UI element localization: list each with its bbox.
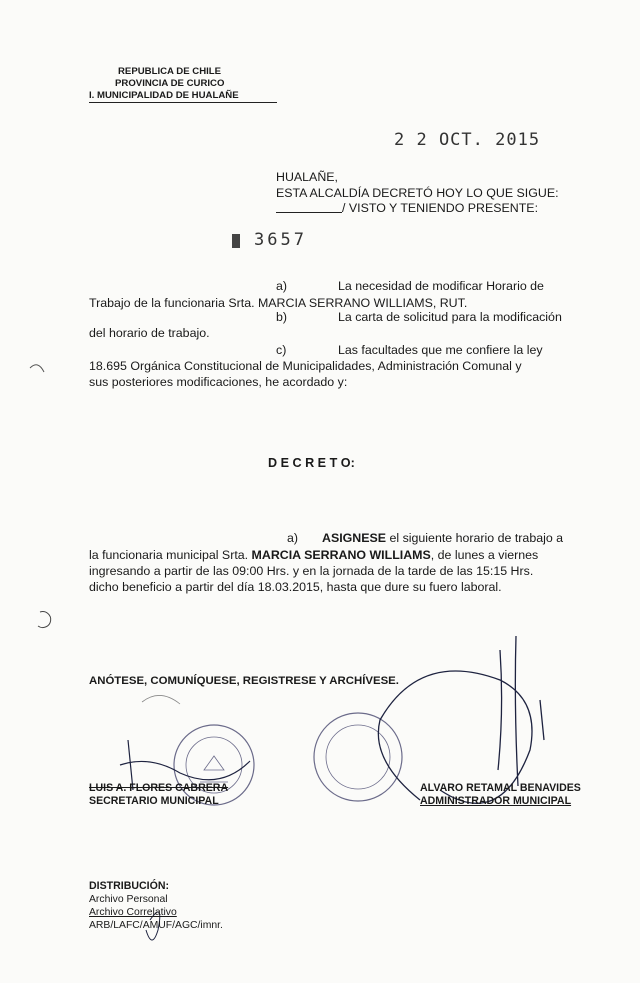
distribution-title: DISTRIBUCIÓN: — [89, 880, 170, 892]
employee-name: MARCIA SERRANO WILLIAMS — [251, 548, 431, 562]
decreto-a-line3: ingresando a partir de las 09:00 Hrs. y en la jornada de la tarde de las 15:15 Hrs. — [89, 564, 534, 578]
decreto-a-line1-rest: el siguiente horario de trabajo a — [386, 531, 564, 545]
visto-a-letter: a) — [276, 279, 288, 293]
visto-a-line1: La necesidad de modificar Horario de — [338, 279, 544, 293]
right-signer-title: ADMINISTRADOR MUNICIPAL — [420, 795, 572, 807]
visto-a-line2: Trabajo de la funcionaria Srta. MARCIA SERRANO WILLIAMS, RUT. — [89, 296, 468, 310]
intro-city: HUALAÑE, — [276, 170, 338, 184]
right-seal-icon — [314, 713, 402, 801]
decreto-a-letter: a) — [287, 531, 299, 545]
distribution-item: ARB/LAFC/AMUF/AGC/imnr. — [89, 920, 223, 931]
intro-line: ESTA ALCALDÍA DECRETÓ HOY LO QUE SIGUE: — [276, 186, 559, 200]
date-stamp: 2 2 OCT. 2015 — [394, 130, 541, 150]
right-signer-name: ALVARO RETAMAL BENAVIDES — [420, 782, 581, 794]
left-signer-name: LUIS A. FLORES CABRERA — [89, 782, 229, 794]
margin-mark — [30, 365, 44, 372]
asignese-word: ASIGNESE — [322, 531, 387, 545]
punch-hole — [38, 612, 51, 628]
visto-c-line2: 18.695 Orgánica Constitucional de Municipalidades, Administración Comunal y — [89, 359, 522, 373]
visto-b-line1: La carta de solicitud para la modificación — [338, 310, 562, 324]
decreto-a-line4: dicho beneficio a partir del día 18.03.2015, hasta que dure su fuero laboral. — [89, 580, 502, 594]
decree-number: 3657 — [254, 230, 307, 250]
closing-line: ANÓTESE, COMUNÍQUESE, REGISTRESE Y ARCHÍVESE. — [89, 675, 399, 687]
distribution-item: Archivo Personal — [89, 894, 168, 905]
visto-c-line1: Las facultades que me confiere la ley — [338, 343, 543, 357]
decreto-a-line2-pre: la funcionaria municipal Srta. — [89, 548, 252, 562]
header-republica: REPUBLICA DE CHILE — [118, 66, 222, 77]
left-signer-title: SECRETARIO MUNICIPAL — [89, 795, 219, 807]
visto-c-letter: c) — [276, 343, 287, 357]
distribution-item: Archivo Correlativo — [89, 907, 177, 918]
header-provincia: PROVINCIA DE CURICO — [115, 78, 225, 89]
visto-c-line3: sus posteriores modificaciones, he acordado y: — [89, 375, 348, 389]
decreto-title: D E C R E T O: — [268, 456, 355, 470]
decreto-a-line2-post: , de lunes a viernes — [430, 548, 539, 562]
visto-b-letter: b) — [276, 310, 288, 324]
header-municipalidad: I. MUNICIPALIDAD DE HUALAÑE — [89, 90, 277, 103]
intro-visto: / VISTO Y TENIENDO PRESENTE: — [342, 201, 539, 215]
right-signature — [378, 636, 544, 803]
visto-b-line2: del horario de trabajo. — [89, 326, 210, 340]
